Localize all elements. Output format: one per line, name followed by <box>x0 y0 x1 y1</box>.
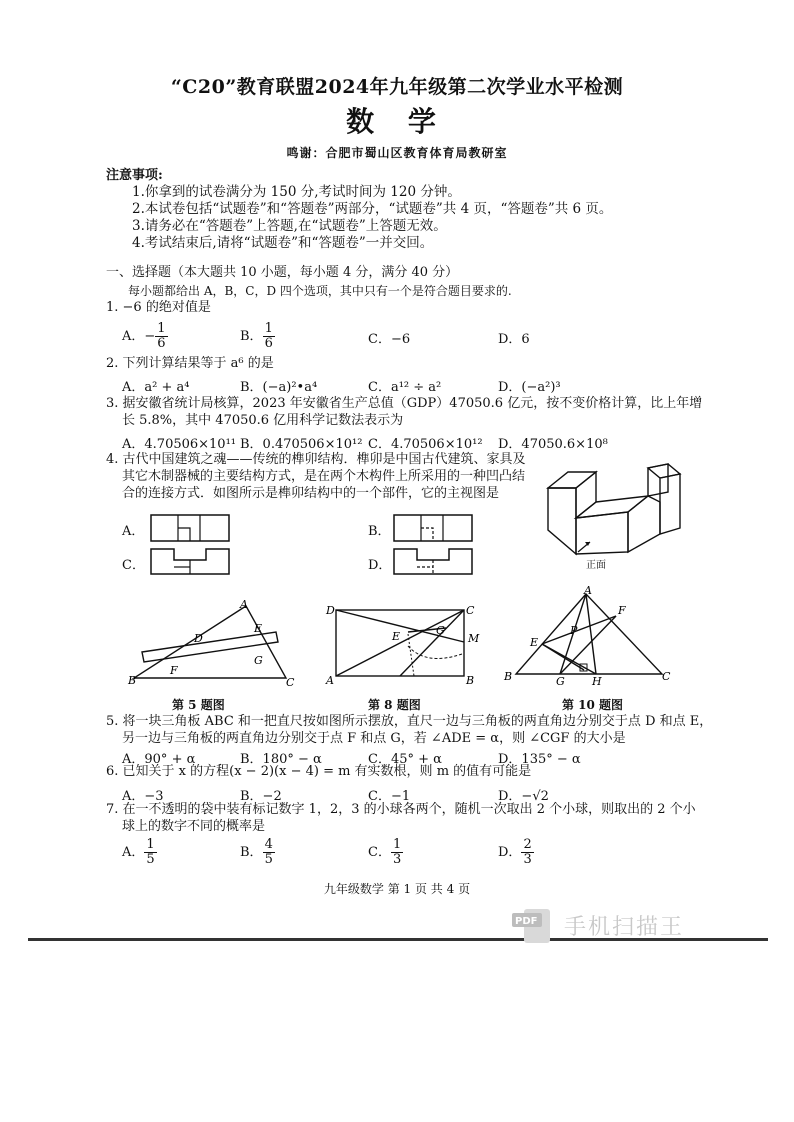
q7-option-b: B． $\frac{4}{5}$ <box>240 837 273 867</box>
fig8-point-g: G <box>436 624 445 637</box>
q7-line2: 球上的数字不同的概率是 <box>122 819 266 834</box>
q4-line3: 合的连接方式．如图所示是榫卯结构中的一个部件，它的主视图是 <box>122 486 500 501</box>
fig8-point-e: E <box>392 630 401 643</box>
fig8-point-c: C <box>466 604 475 617</box>
figure-8-caption: 第 8 题图 <box>368 698 421 712</box>
fig5-point-e: E <box>254 622 263 635</box>
q3-option-b: B．0.470506×10¹² <box>240 437 363 452</box>
fig10-point-h: H <box>592 675 602 686</box>
fig10-point-f: F <box>618 604 626 617</box>
section-instruction: 每小题都给出 A，B，C，D 四个选项，其中只有一个是符合题目要求的. <box>128 284 512 298</box>
exam-title: “C20”教育联盟2024年九年级第二次学业水平检测 <box>170 76 624 98</box>
q6-option-a: A．−3 <box>122 789 164 804</box>
q1-option-b: B． $\frac{1}{6}$ <box>240 321 273 351</box>
subject-title: 数 学 <box>346 105 448 138</box>
q7-line1: 7. 在一不透明的袋中装有标记数字 1，2，3 的小球各两个，随机一次取出 2 个小球，则取出的 2 个小 <box>106 802 696 817</box>
note-item: 4.考试结束后,请将“试题卷”和“答题卷”一并交回。 <box>132 235 434 251</box>
q1-option-d: D．6 <box>498 332 530 347</box>
q5-option-c: C．45° + α <box>368 752 442 767</box>
q5-line2: 另一边与三角板的两直角边分别交于点 F 和点 G，若 ∠ADE = α，则 ∠CGF 的大小是 <box>122 731 626 746</box>
q6-option-b: B．−2 <box>240 789 282 804</box>
section-heading: 一、选择题（本大题共 10 小题，每小题 4 分，满分 40 分） <box>106 265 459 280</box>
note-item: 3.请务必在“答题卷”上答题,在“试题卷”上答题无效。 <box>132 218 447 234</box>
q1-stem: 1. −6 的绝对值是 <box>106 300 211 315</box>
q4-view-d <box>393 548 473 576</box>
fig10-point-c: C <box>662 670 671 683</box>
q4-line1: 4. 古代中国建筑之魂——传统的榫卯结构．榫卯是中国古代建筑、家具及 <box>106 452 526 467</box>
figure-10 <box>502 586 678 686</box>
fig5-point-d: D <box>194 632 203 645</box>
front-label: 正面 <box>586 560 606 571</box>
q6-stem: 6. 已知关于 x 的方程(x − 2)(x − 4) = m 有实数根，则 m 的值有可能是 <box>106 764 532 779</box>
q3-option-c: C．4.70506×10¹² <box>368 437 483 452</box>
q6-option-d: D．−√2 <box>498 789 549 804</box>
q1-option-c: C．−6 <box>368 332 411 347</box>
fig10-point-b: B <box>504 670 513 683</box>
q5-line1: 5. 将一块三角板 ABC 和一把直尺按如图所示摆放，直尺一边与三角板的两直角边分别交于点 D 和点 E， <box>106 714 713 729</box>
fig5-point-b: B <box>128 674 137 687</box>
figure-8 <box>322 600 486 688</box>
q2-option-d: D．(−a²)³ <box>498 380 561 395</box>
q2-stem: 2. 下列计算结果等于 a⁶ 的是 <box>106 356 274 371</box>
q6-option-c: C．−1 <box>368 789 411 804</box>
thanks-line: 鸣谢：合肥市蜀山区教育体育局教研室 <box>286 146 508 160</box>
q4-option-d: D． <box>368 558 392 573</box>
q7-option-c: C． $\frac{1}{3}$ <box>368 837 402 867</box>
figure-5 <box>126 598 296 690</box>
q5-option-d: D．135° − α <box>498 752 581 767</box>
q5-option-a: A．90° + α <box>122 752 196 767</box>
fig8-point-b: B <box>466 674 475 687</box>
fig10-point-a: A <box>584 586 592 597</box>
q4-line2: 其它木制器械的主要结构方式，是在两个木构件上所采用的一种凹凸结 <box>122 469 526 484</box>
fig10-point-p: P <box>570 624 578 637</box>
fig5-point-c: C <box>286 676 295 689</box>
q4-view-c <box>150 548 230 576</box>
fig5-point-a: A <box>240 598 248 611</box>
q5-option-b: B．180° − α <box>240 752 322 767</box>
fig5-point-g: G <box>254 654 263 667</box>
fig5-point-f: F <box>170 664 178 677</box>
q2-option-c: C．a¹² ÷ a² <box>368 380 442 395</box>
fig8-point-d: D <box>326 604 335 617</box>
q7-option-a: A． $\frac{1}{5}$ <box>122 837 155 867</box>
pdf-file-icon <box>510 905 556 945</box>
mortise-tenon-figure <box>540 462 690 574</box>
q4-view-b <box>393 514 473 544</box>
q3-line1: 3. 据安徽省统计局核算，2023 年安徽省生产总值（GDP）47050.6 亿元，按不变价格计算，比上年增 <box>106 396 703 411</box>
q3-option-a: A．4.70506×10¹¹ <box>122 437 237 452</box>
fig8-point-a: A <box>326 674 334 687</box>
q4-option-c: C． <box>122 558 145 573</box>
fig10-point-e: E <box>530 636 539 649</box>
q7-option-d: D． $\frac{2}{3}$ <box>498 837 532 867</box>
q4-option-a: A． <box>122 524 145 539</box>
q1-option-a: A．− $\frac{1}{6}$ <box>122 321 166 351</box>
q4-option-b: B． <box>368 524 391 539</box>
note-item: 2.本试卷包括“试题卷”和“答题卷”两部分，“试题卷”共 4 页，“答题卷”共 6 页。 <box>132 201 613 217</box>
fig10-point-g: G <box>556 675 565 686</box>
q4-view-a <box>150 514 230 544</box>
page-footer: 九年级数学 第 1 页 共 4 页 <box>323 882 471 896</box>
notes-heading: 注意事项: <box>106 168 163 183</box>
note-item: 1.你拿到的试卷满分为 150 分,考试时间为 120 分钟。 <box>132 184 461 200</box>
q3-line2: 长 5.8%，其中 47050.6 亿用科学记数法表示为 <box>122 413 404 428</box>
figure-10-caption: 第 10 题图 <box>562 698 624 712</box>
q2-option-b: B．(−a)²•a⁴ <box>240 380 318 395</box>
fig8-point-m: M <box>468 632 480 645</box>
pdf-badge-text: PDF <box>515 916 538 927</box>
scanner-watermark <box>510 905 684 945</box>
q3-option-d: D．47050.6×10⁸ <box>498 437 608 452</box>
watermark-text: 手机扫描王 <box>564 914 685 940</box>
figure-5-caption: 第 5 题图 <box>172 698 225 712</box>
q2-option-a: A．a² + a⁴ <box>122 380 190 395</box>
